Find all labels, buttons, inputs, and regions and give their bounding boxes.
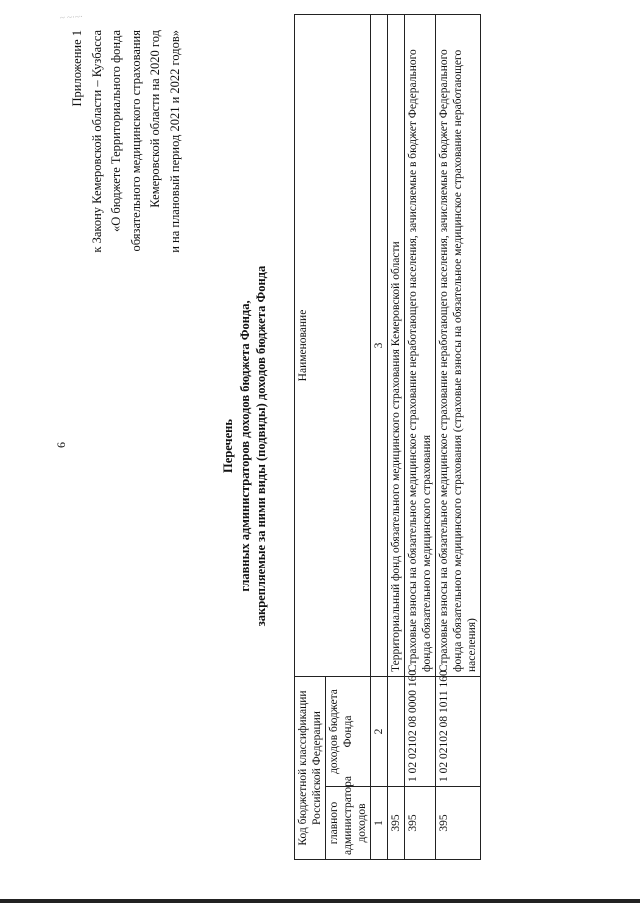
appendix-line: «О бюджете Территориального фонда [109,30,123,233]
header-budget-classification: Код бюджетной классификации Российской Федерации [295,677,326,860]
rotated-page [0,16,588,876]
income-code [388,677,405,787]
heading-title: Перечень [221,419,235,473]
appendix-line: Кемеровской области на 2020 год [148,30,162,208]
admin-code: 395 [388,787,405,860]
income-code: 1 02 02102 08 1011 160 [436,677,481,787]
column-number: 1 [371,787,388,860]
appendix-line: обязательного медицинского страхования [128,30,143,252]
header-name: Наименование [295,15,371,677]
header-fund-income: доходов бюджета Фонда [326,677,371,787]
table-number-row [371,15,388,860]
document-heading [220,16,270,876]
income-code: 1 02 02102 08 0000 160 [405,677,436,787]
heading-line: закрепляемые за ними виды (подвиды) доходов бюджета Фонда [254,265,268,627]
appendix-line: к Закону Кемеровской области – Кузбасса [89,30,104,253]
income-name: Страховые взносы на обязательное медицинское страхование неработающего населения, зачисляемые в бюджет Федерального фонда обязательного медицинского страхования [405,15,436,677]
appendix-line: Приложение 1 [70,30,84,107]
table-row [436,15,481,860]
income-name: Страховые взносы на обязательное медицинское страхование неработающего населения, зачисляемые в бюджет Федерального фонда обязательного медицинского страхования (страховые взносы на обязательное медицинское страхование неработающего населения) [436,15,481,677]
table-row [388,15,405,860]
scan-artifact: ~ ~·~· [59,11,84,23]
table-row [405,15,436,860]
header-main-admin: главного администратора доходов [326,787,371,860]
appendix-note [68,30,185,390]
table-header-row [295,15,326,860]
page-number: 6 [54,442,68,448]
income-administrators-table [294,14,481,860]
appendix-line: и на плановый период 2021 и 2022 годов» [167,30,182,253]
income-name: Территориальный фонд обязательного медицинского страхования Кемеровской области [388,15,405,677]
column-number: 3 [371,15,388,677]
admin-code: 395 [436,787,481,860]
scan-bottom-edge [0,899,640,903]
heading-line: главных администраторов доходов бюджета Фонда, [237,300,252,592]
column-number: 2 [371,677,388,787]
admin-code: 395 [405,787,436,860]
